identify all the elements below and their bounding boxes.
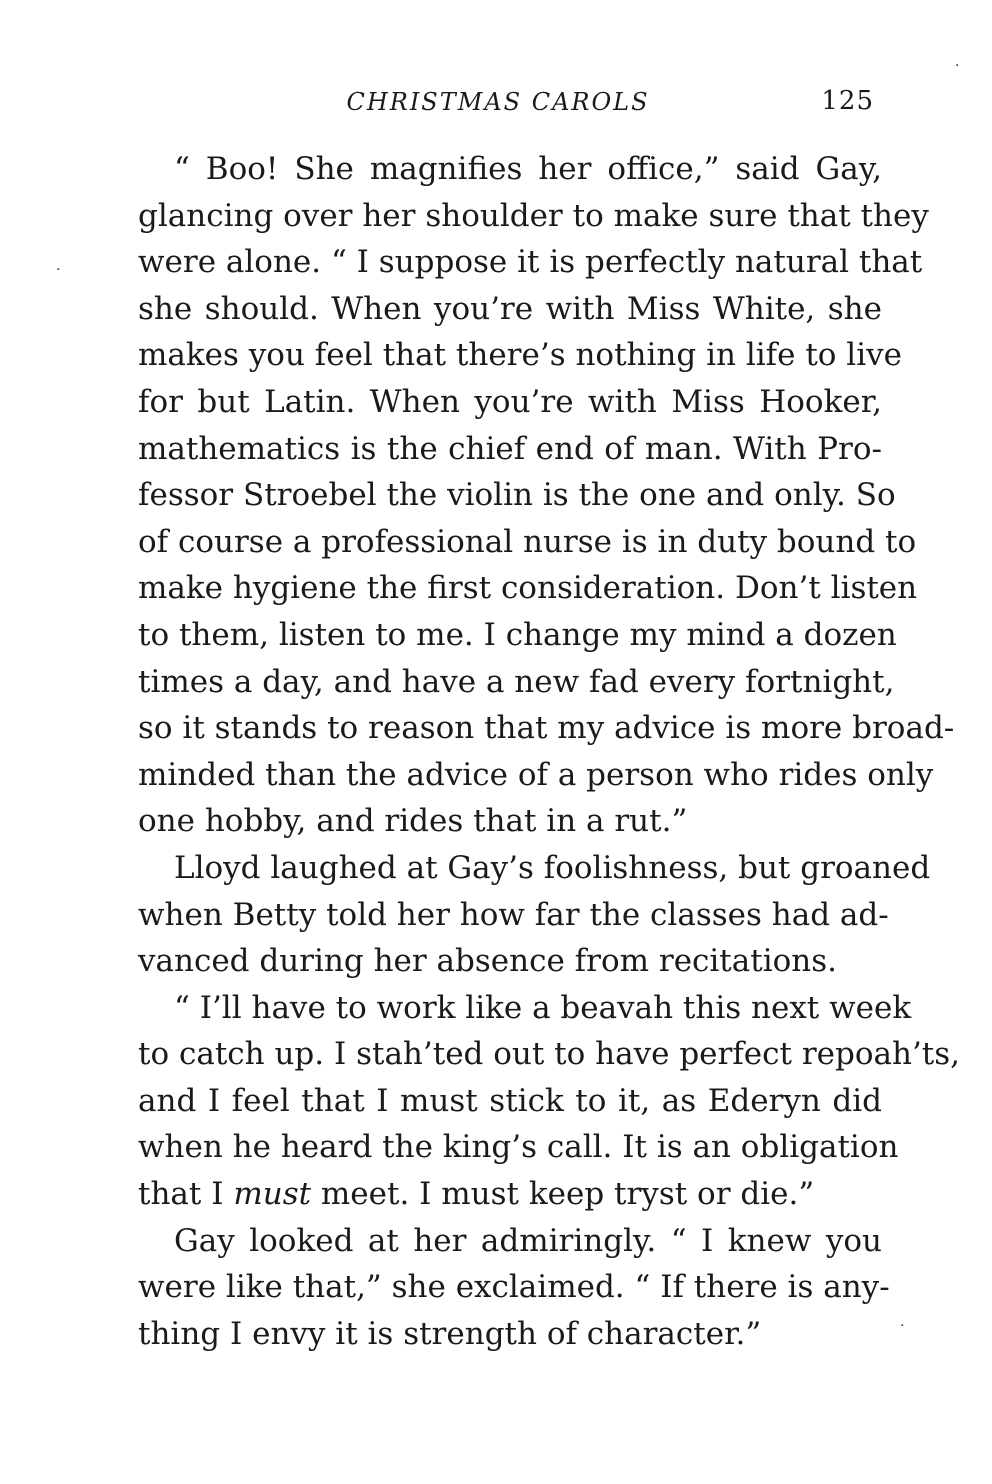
text-line: to catch up. I stah’ted out to have perfect repoah’ts, bbox=[138, 1036, 961, 1073]
text-line: glancing over her shoulder to make sure that they bbox=[138, 197, 929, 234]
paragraph-2 bbox=[138, 845, 931, 985]
text-line: mathematics is the chief end of man. With Pro- bbox=[138, 430, 882, 467]
scan-speck-mark: · bbox=[56, 262, 61, 278]
scan-speck-mark: · bbox=[955, 58, 960, 74]
text-line: so it stands to reason that my advice is more broad- bbox=[138, 710, 955, 747]
text-line: when Betty told her how far the classes had ad- bbox=[138, 896, 889, 933]
text-line: she should. When you’re with Miss White, she bbox=[138, 290, 882, 327]
text-line: “ Boo! She magnifies her office,” said Gay, bbox=[174, 151, 882, 187]
text-line: vanced during her absence from recitations. bbox=[138, 943, 838, 980]
text-line: when he heard the king’s call. It is an obligation bbox=[138, 1129, 899, 1166]
text-line: Lloyd laughed at Gay’s foolishness, but groaned bbox=[174, 849, 931, 886]
page-header bbox=[138, 84, 882, 124]
body-text bbox=[138, 146, 961, 1357]
scan-speck-mark: · bbox=[900, 1318, 905, 1334]
text-line: fessor Stroebel the violin is the one and only. So bbox=[138, 477, 896, 514]
text-line: of course a professional nurse is in duty bound to bbox=[138, 523, 917, 560]
text-line: thing I envy it is strength of character.” bbox=[138, 1315, 762, 1352]
text-line: minded than the advice of a person who rides only bbox=[138, 756, 934, 793]
running-title: CHRISTMAS CAROLS bbox=[346, 88, 650, 116]
text-line: “ I’ll have to work like a beavah this next week bbox=[174, 989, 912, 1026]
text-line: to them, listen to me. I change my mind a dozen bbox=[138, 616, 897, 653]
text-line bbox=[138, 1171, 882, 1218]
text-line: times a day, and have a new fad every fortnight, bbox=[138, 663, 895, 700]
text-line: makes you feel that there’s nothing in life to live bbox=[138, 337, 902, 374]
text-line: make hygiene the first consideration. Don’t listen bbox=[138, 570, 918, 607]
text-line: for but Latin. When you’re with Miss Hooker, bbox=[138, 383, 882, 420]
paragraph-4 bbox=[138, 1218, 890, 1358]
text-line: were like that,” she exclaimed. “ If there is any- bbox=[138, 1269, 890, 1306]
emphasis-text: must bbox=[233, 1176, 312, 1213]
text-line: were alone. “ I suppose it is perfectly natural that bbox=[138, 244, 923, 281]
text-line: one hobby, and rides that in a rut.” bbox=[138, 803, 688, 840]
text-line: and I feel that I must stick to it, as Ederyn did bbox=[138, 1082, 882, 1119]
text-line: Gay looked at her admiringly. “ I knew you bbox=[174, 1222, 882, 1259]
text-run: that I bbox=[138, 1176, 234, 1213]
paragraph-1 bbox=[138, 146, 955, 845]
page-number: 125 bbox=[821, 86, 874, 116]
text-run: meet. I must keep tryst or die.” bbox=[311, 1176, 815, 1213]
paragraph-3 bbox=[138, 985, 961, 1218]
